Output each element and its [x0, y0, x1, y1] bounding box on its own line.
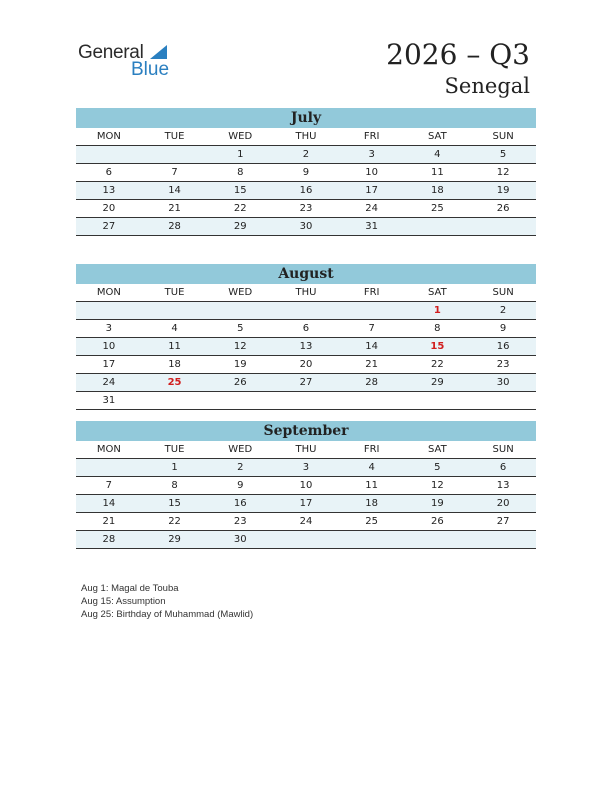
- day-cell: 26: [207, 374, 273, 392]
- day-cell: 26: [405, 513, 471, 531]
- day-cell: [76, 302, 142, 320]
- day-cell: 19: [470, 182, 536, 200]
- day-cell: 12: [207, 338, 273, 356]
- week-row: [76, 320, 536, 338]
- day-cell: 27: [470, 513, 536, 531]
- day-cell: 17: [273, 495, 339, 513]
- weekday-header: MON: [96, 131, 121, 142]
- weekday-header: SAT: [428, 444, 447, 455]
- day-cell: 13: [470, 477, 536, 495]
- weekday-header: TUE: [164, 444, 185, 455]
- week-row: [76, 531, 536, 549]
- holiday-note: Aug 15: Assumption: [81, 596, 166, 607]
- weekday-header: THU: [295, 287, 317, 298]
- day-cell: [405, 531, 471, 549]
- day-cell: 13: [76, 182, 142, 200]
- month-calendar: [76, 264, 536, 410]
- day-cell: 31: [76, 392, 142, 410]
- week-row: [76, 392, 536, 410]
- day-cell: 25: [405, 200, 471, 218]
- weekday-header: MON: [96, 444, 121, 455]
- day-cell: [273, 531, 339, 549]
- weekday-header: SAT: [428, 131, 447, 142]
- week-row: [76, 164, 536, 182]
- logo-text-general: General: [78, 42, 144, 63]
- calendar-grid: [76, 128, 536, 236]
- day-cell: 7: [76, 477, 142, 495]
- week-row: [76, 356, 536, 374]
- day-cell: [76, 146, 142, 164]
- calendar-grid: [76, 284, 536, 410]
- day-cell: 2: [470, 302, 536, 320]
- day-cell: 8: [405, 320, 471, 338]
- day-cell: 22: [142, 513, 208, 531]
- day-cell: 28: [76, 531, 142, 549]
- day-cell: 29: [405, 374, 471, 392]
- week-row: [76, 459, 536, 477]
- day-cell: 7: [142, 164, 208, 182]
- day-cell: 10: [339, 164, 405, 182]
- weekday-header: WED: [228, 444, 253, 455]
- month-calendar: [76, 421, 536, 549]
- day-cell: [76, 459, 142, 477]
- day-cell: 25: [142, 374, 208, 392]
- day-cell: 14: [142, 182, 208, 200]
- day-cell: 30: [207, 531, 273, 549]
- day-cell: 2: [207, 459, 273, 477]
- holiday-notes: [81, 582, 253, 621]
- day-cell: 13: [273, 338, 339, 356]
- day-cell: 21: [76, 513, 142, 531]
- day-cell: 21: [142, 200, 208, 218]
- month-calendar: [76, 108, 536, 236]
- weekday-header: MON: [96, 287, 121, 298]
- logo-triangle-icon: [150, 45, 167, 59]
- day-cell: 15: [405, 338, 471, 356]
- weekday-header: SUN: [492, 131, 514, 142]
- day-cell: 6: [273, 320, 339, 338]
- day-cell: 16: [273, 182, 339, 200]
- day-cell: 15: [142, 495, 208, 513]
- holiday-note: Aug 25: Birthday of Muhammad (Mawlid): [81, 609, 254, 620]
- day-cell: 12: [470, 164, 536, 182]
- day-cell: 1: [405, 302, 471, 320]
- week-row: [76, 513, 536, 531]
- day-cell: 1: [207, 146, 273, 164]
- day-cell: 6: [470, 459, 536, 477]
- day-cell: 27: [273, 374, 339, 392]
- calendar-grid: [76, 441, 536, 549]
- weekday-header: WED: [228, 287, 253, 298]
- weekday-header: SUN: [492, 287, 514, 298]
- weekday-header: WED: [228, 131, 253, 142]
- week-row: [76, 182, 536, 200]
- holiday-note: Aug 1: Magal de Touba: [81, 583, 179, 594]
- day-cell: [470, 531, 536, 549]
- day-cell: 6: [76, 164, 142, 182]
- day-cell: 19: [405, 495, 471, 513]
- day-cell: 16: [207, 495, 273, 513]
- day-cell: 14: [339, 338, 405, 356]
- day-cell: [142, 146, 208, 164]
- day-cell: [142, 302, 208, 320]
- day-cell: 1: [142, 459, 208, 477]
- weekday-header: THU: [295, 131, 317, 142]
- day-cell: 15: [207, 182, 273, 200]
- weekday-header: FRI: [363, 131, 380, 142]
- day-cell: 3: [76, 320, 142, 338]
- day-cell: 28: [339, 374, 405, 392]
- day-cell: 10: [76, 338, 142, 356]
- week-row: [76, 200, 536, 218]
- day-cell: 30: [470, 374, 536, 392]
- day-cell: [405, 218, 471, 236]
- day-cell: 20: [76, 200, 142, 218]
- week-row: [76, 495, 536, 513]
- day-cell: 24: [273, 513, 339, 531]
- day-cell: 29: [142, 531, 208, 549]
- page-title: 2026 – Q3: [386, 38, 530, 71]
- day-cell: 14: [76, 495, 142, 513]
- weekday-header: SAT: [428, 287, 447, 298]
- logo-text-blue: Blue: [131, 59, 170, 80]
- day-cell: 7: [339, 320, 405, 338]
- week-row: [76, 218, 536, 236]
- logo: [78, 42, 170, 80]
- day-cell: 16: [470, 338, 536, 356]
- week-row: [76, 338, 536, 356]
- month-title: July: [76, 108, 536, 128]
- day-cell: 11: [339, 477, 405, 495]
- day-cell: 5: [470, 146, 536, 164]
- day-cell: 28: [142, 218, 208, 236]
- day-cell: 8: [142, 477, 208, 495]
- weekday-header: FRI: [363, 444, 380, 455]
- day-cell: 23: [207, 513, 273, 531]
- day-cell: 12: [405, 477, 471, 495]
- month-title: September: [76, 421, 536, 441]
- day-cell: [207, 392, 273, 410]
- day-cell: 5: [405, 459, 471, 477]
- day-cell: [405, 392, 471, 410]
- day-cell: [339, 531, 405, 549]
- day-cell: [273, 302, 339, 320]
- day-cell: 10: [273, 477, 339, 495]
- day-cell: 3: [273, 459, 339, 477]
- day-cell: 11: [142, 338, 208, 356]
- day-cell: [339, 392, 405, 410]
- day-cell: 4: [339, 459, 405, 477]
- day-cell: 17: [339, 182, 405, 200]
- weekday-header: FRI: [363, 287, 380, 298]
- day-cell: 29: [207, 218, 273, 236]
- day-cell: [470, 218, 536, 236]
- day-cell: 21: [339, 356, 405, 374]
- day-cell: 3: [339, 146, 405, 164]
- day-cell: 4: [405, 146, 471, 164]
- day-cell: 30: [273, 218, 339, 236]
- day-cell: 17: [76, 356, 142, 374]
- day-cell: 8: [207, 164, 273, 182]
- weekday-header: THU: [295, 444, 317, 455]
- day-cell: 11: [405, 164, 471, 182]
- day-cell: 22: [405, 356, 471, 374]
- week-row: [76, 302, 536, 320]
- day-cell: [339, 302, 405, 320]
- day-cell: [142, 392, 208, 410]
- day-cell: 20: [273, 356, 339, 374]
- day-cell: 9: [470, 320, 536, 338]
- week-row: [76, 374, 536, 392]
- day-cell: 18: [142, 356, 208, 374]
- day-cell: 4: [142, 320, 208, 338]
- day-cell: 22: [207, 200, 273, 218]
- day-cell: 20: [470, 495, 536, 513]
- day-cell: 9: [207, 477, 273, 495]
- weekday-header: TUE: [164, 287, 185, 298]
- day-cell: [207, 302, 273, 320]
- month-title: August: [76, 264, 536, 284]
- day-cell: 24: [76, 374, 142, 392]
- day-cell: [470, 392, 536, 410]
- day-cell: 9: [273, 164, 339, 182]
- week-row: [76, 146, 536, 164]
- day-cell: 31: [339, 218, 405, 236]
- day-cell: 19: [207, 356, 273, 374]
- week-row: [76, 477, 536, 495]
- day-cell: [273, 392, 339, 410]
- day-cell: 25: [339, 513, 405, 531]
- day-cell: 2: [273, 146, 339, 164]
- day-cell: 23: [273, 200, 339, 218]
- day-cell: 26: [470, 200, 536, 218]
- weekday-header: TUE: [164, 131, 185, 142]
- day-cell: 18: [339, 495, 405, 513]
- day-cell: 18: [405, 182, 471, 200]
- day-cell: 23: [470, 356, 536, 374]
- country-name: Senegal: [444, 74, 530, 98]
- weekday-header: SUN: [492, 444, 514, 455]
- day-cell: 24: [339, 200, 405, 218]
- day-cell: 27: [76, 218, 142, 236]
- day-cell: 5: [207, 320, 273, 338]
